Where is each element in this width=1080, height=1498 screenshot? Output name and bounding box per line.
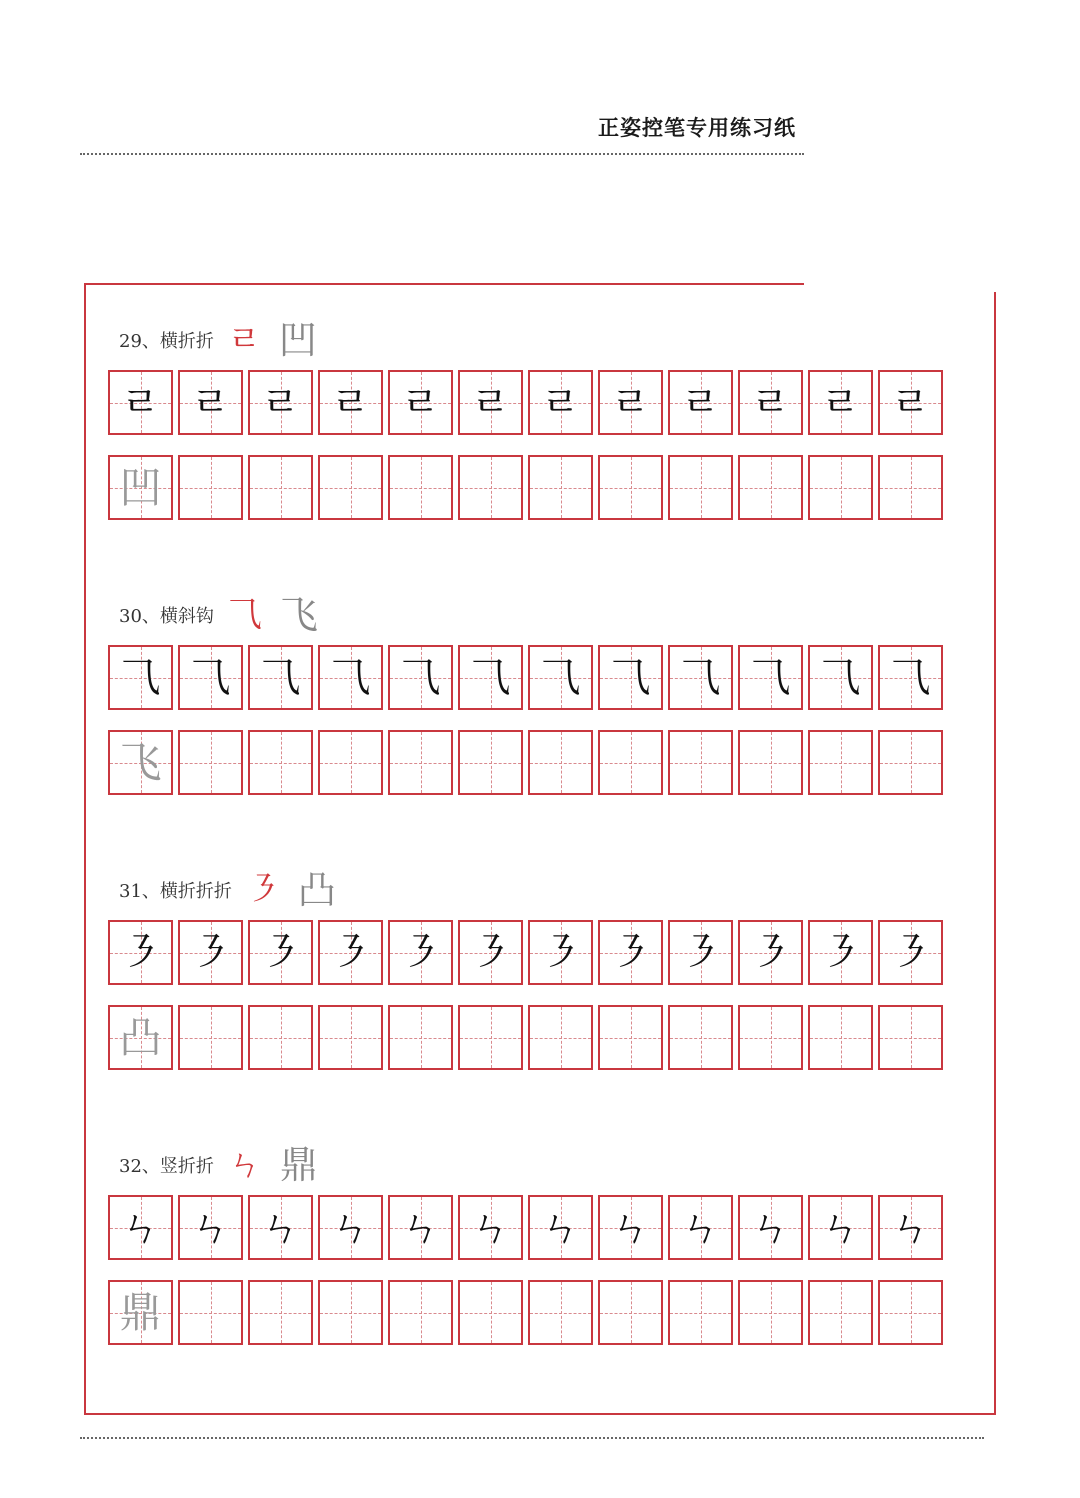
tian-grid-cell[interactable] bbox=[808, 730, 873, 795]
tian-grid-cell[interactable] bbox=[108, 1005, 173, 1070]
tian-grid-cell[interactable] bbox=[668, 1005, 733, 1070]
tian-grid-cell[interactable] bbox=[318, 370, 383, 435]
tian-grid-cell[interactable] bbox=[528, 1280, 593, 1345]
frame-border-right bbox=[994, 292, 996, 1414]
practice-stroke-glyph: ㄣ bbox=[330, 1204, 371, 1251]
stroke-practice-row bbox=[108, 645, 943, 710]
tian-grid-cell[interactable] bbox=[108, 645, 173, 710]
tian-grid-cell[interactable] bbox=[808, 455, 873, 520]
practice-stroke-glyph: ㄣ bbox=[890, 1204, 931, 1251]
model-character-glyph: 凸 bbox=[119, 1012, 162, 1062]
practice-stroke-glyph: ㄣ bbox=[540, 1204, 581, 1251]
tian-grid-cell[interactable] bbox=[878, 455, 943, 520]
practice-stroke-glyph: ⺄ bbox=[400, 654, 441, 701]
tian-grid-cell[interactable] bbox=[388, 1195, 453, 1260]
stroke-practice-row bbox=[108, 370, 943, 435]
tian-grid-cell[interactable] bbox=[528, 370, 593, 435]
tian-grid-cell[interactable] bbox=[668, 1195, 733, 1260]
tian-grid-cell[interactable] bbox=[318, 730, 383, 795]
practice-stroke-glyph: ㄹ bbox=[751, 379, 790, 426]
tian-grid-cell[interactable] bbox=[178, 1195, 243, 1260]
tian-grid-cell[interactable] bbox=[598, 1195, 663, 1260]
tian-grid-cell[interactable] bbox=[598, 1280, 663, 1345]
tian-grid-cell[interactable] bbox=[528, 730, 593, 795]
practice-stroke-glyph: ㇋ bbox=[190, 929, 231, 976]
practice-stroke-glyph: ㄹ bbox=[821, 379, 860, 426]
tian-grid-cell[interactable] bbox=[178, 645, 243, 710]
practice-stroke-glyph: ㇋ bbox=[330, 929, 371, 976]
practice-stroke-glyph: ⺄ bbox=[330, 654, 371, 701]
practice-stroke-glyph: ⺄ bbox=[750, 654, 791, 701]
tian-grid-cell[interactable] bbox=[598, 645, 663, 710]
stroke-sample: ⺄ bbox=[227, 595, 262, 635]
practice-section bbox=[108, 595, 974, 825]
practice-stroke-glyph: ㄣ bbox=[190, 1204, 231, 1251]
practice-stroke-glyph: ㄣ bbox=[750, 1204, 791, 1251]
frame-border-left bbox=[84, 283, 86, 1414]
tian-grid-cell[interactable] bbox=[318, 1195, 383, 1260]
practice-stroke-glyph: ㄣ bbox=[400, 1204, 441, 1251]
tian-grid-cell[interactable] bbox=[598, 370, 663, 435]
tian-grid-cell[interactable] bbox=[808, 1195, 873, 1260]
tian-grid-cell[interactable] bbox=[808, 370, 873, 435]
tian-grid-cell[interactable] bbox=[388, 730, 453, 795]
tian-grid-cell[interactable] bbox=[458, 920, 523, 985]
model-character-glyph: 飞 bbox=[119, 737, 162, 787]
practice-stroke-glyph: ㄹ bbox=[331, 379, 370, 426]
tian-grid-cell[interactable] bbox=[878, 1195, 943, 1260]
tian-grid-cell[interactable] bbox=[318, 645, 383, 710]
character-practice-row bbox=[108, 455, 943, 520]
tian-grid-cell[interactable] bbox=[388, 645, 453, 710]
example-character: 凹 bbox=[278, 318, 317, 362]
tian-grid-cell[interactable] bbox=[878, 645, 943, 710]
tian-grid-cell[interactable] bbox=[598, 1005, 663, 1070]
tian-grid-cell[interactable] bbox=[528, 1195, 593, 1260]
stroke-sample: ㄣ bbox=[227, 1145, 262, 1185]
example-character: 鼎 bbox=[279, 1143, 318, 1187]
tian-grid-cell[interactable] bbox=[668, 645, 733, 710]
practice-section bbox=[108, 320, 974, 550]
tian-grid-cell[interactable] bbox=[738, 730, 803, 795]
section-heading bbox=[119, 1145, 318, 1185]
model-character-glyph: 凹 bbox=[119, 462, 162, 512]
tian-grid-cell[interactable] bbox=[738, 920, 803, 985]
practice-stroke-glyph: ⺄ bbox=[540, 654, 581, 701]
tian-grid-cell[interactable] bbox=[528, 455, 593, 520]
practice-stroke-glyph: ⺄ bbox=[190, 654, 231, 701]
practice-stroke-glyph: ㄣ bbox=[470, 1204, 511, 1251]
tian-grid-cell[interactable] bbox=[318, 920, 383, 985]
tian-grid-cell[interactable] bbox=[878, 1280, 943, 1345]
section-heading bbox=[119, 320, 317, 360]
tian-grid-cell[interactable] bbox=[108, 1195, 173, 1260]
character-practice-row bbox=[108, 730, 943, 795]
tian-grid-cell[interactable] bbox=[528, 920, 593, 985]
tian-grid-cell[interactable] bbox=[808, 1005, 873, 1070]
tian-grid-cell[interactable] bbox=[458, 1005, 523, 1070]
tian-grid-cell[interactable] bbox=[178, 1280, 243, 1345]
stroke-sample: ㄹ bbox=[227, 320, 261, 360]
page-header-title: 正姿控笔专用练习纸 bbox=[598, 115, 796, 140]
tian-grid-cell[interactable] bbox=[668, 1280, 733, 1345]
tian-grid-cell[interactable] bbox=[808, 920, 873, 985]
tian-grid-cell[interactable] bbox=[388, 455, 453, 520]
frame-border-top bbox=[84, 283, 804, 285]
tian-grid-cell[interactable] bbox=[598, 455, 663, 520]
practice-stroke-glyph: ㇋ bbox=[470, 929, 511, 976]
practice-stroke-glyph: ㇋ bbox=[750, 929, 791, 976]
tian-grid-cell[interactable] bbox=[808, 645, 873, 710]
section-label: 32、竖折折 bbox=[119, 1156, 214, 1177]
tian-grid-cell[interactable] bbox=[248, 370, 313, 435]
practice-stroke-glyph: ⺄ bbox=[610, 654, 651, 701]
tian-grid-cell[interactable] bbox=[388, 1280, 453, 1345]
tian-grid-cell[interactable] bbox=[458, 645, 523, 710]
tian-grid-cell[interactable] bbox=[458, 455, 523, 520]
practice-stroke-glyph: ㄣ bbox=[820, 1204, 861, 1251]
practice-stroke-glyph: ㄣ bbox=[260, 1204, 301, 1251]
header-divider bbox=[80, 153, 804, 155]
frame-border-bottom bbox=[84, 1413, 996, 1415]
tian-grid-cell[interactable] bbox=[178, 455, 243, 520]
tian-grid-cell[interactable] bbox=[178, 730, 243, 795]
tian-grid-cell[interactable] bbox=[458, 370, 523, 435]
tian-grid-cell[interactable] bbox=[178, 920, 243, 985]
stroke-sample: ㇋ bbox=[245, 870, 280, 910]
tian-grid-cell[interactable] bbox=[738, 1005, 803, 1070]
practice-stroke-glyph: ㇋ bbox=[260, 929, 301, 976]
example-character: 飞 bbox=[279, 593, 318, 637]
tian-grid-cell[interactable] bbox=[528, 1005, 593, 1070]
practice-stroke-glyph: ㄹ bbox=[891, 379, 930, 426]
tian-grid-cell[interactable] bbox=[108, 370, 173, 435]
practice-stroke-glyph: ⺄ bbox=[260, 654, 301, 701]
practice-section bbox=[108, 870, 974, 1100]
tian-grid-cell[interactable] bbox=[178, 370, 243, 435]
practice-stroke-glyph: ㄹ bbox=[541, 379, 580, 426]
tian-grid-cell[interactable] bbox=[178, 1005, 243, 1070]
practice-stroke-glyph: ㇋ bbox=[540, 929, 581, 976]
practice-stroke-glyph: ⺄ bbox=[120, 654, 161, 701]
practice-stroke-glyph: ⺄ bbox=[890, 654, 931, 701]
practice-stroke-glyph: ㄹ bbox=[191, 379, 230, 426]
tian-grid-cell[interactable] bbox=[248, 645, 313, 710]
section-heading bbox=[119, 595, 318, 635]
stroke-practice-row bbox=[108, 1195, 943, 1260]
tian-grid-cell[interactable] bbox=[108, 920, 173, 985]
tian-grid-cell[interactable] bbox=[878, 730, 943, 795]
practice-stroke-glyph: ㇋ bbox=[400, 929, 441, 976]
tian-grid-cell[interactable] bbox=[668, 455, 733, 520]
practice-stroke-glyph: ㇋ bbox=[610, 929, 651, 976]
tian-grid-cell[interactable] bbox=[668, 370, 733, 435]
footer-divider bbox=[80, 1437, 984, 1439]
section-label: 31、横折折折 bbox=[119, 881, 232, 902]
practice-stroke-glyph: ㄹ bbox=[121, 379, 160, 426]
tian-grid-cell[interactable] bbox=[738, 1280, 803, 1345]
practice-stroke-glyph: ㄣ bbox=[610, 1204, 651, 1251]
practice-section bbox=[108, 1145, 974, 1375]
character-practice-row bbox=[108, 1005, 943, 1070]
section-label: 30、横斜钩 bbox=[119, 606, 214, 627]
tian-grid-cell[interactable] bbox=[878, 920, 943, 985]
practice-stroke-glyph: ㄣ bbox=[680, 1204, 721, 1251]
tian-grid-cell[interactable] bbox=[738, 1195, 803, 1260]
tian-grid-cell[interactable] bbox=[318, 1280, 383, 1345]
tian-grid-cell[interactable] bbox=[878, 370, 943, 435]
practice-stroke-glyph: ㄣ bbox=[120, 1204, 161, 1251]
tian-grid-cell[interactable] bbox=[458, 1195, 523, 1260]
tian-grid-cell[interactable] bbox=[878, 1005, 943, 1070]
tian-grid-cell[interactable] bbox=[388, 370, 453, 435]
practice-stroke-glyph: ㄹ bbox=[471, 379, 510, 426]
tian-grid-cell[interactable] bbox=[318, 455, 383, 520]
section-heading bbox=[119, 870, 336, 910]
tian-grid-cell[interactable] bbox=[598, 920, 663, 985]
practice-stroke-glyph: ㇋ bbox=[820, 929, 861, 976]
tian-grid-cell[interactable] bbox=[248, 920, 313, 985]
tian-grid-cell[interactable] bbox=[318, 1005, 383, 1070]
practice-stroke-glyph: ㇋ bbox=[120, 929, 161, 976]
practice-stroke-glyph: ㇋ bbox=[890, 929, 931, 976]
tian-grid-cell[interactable] bbox=[528, 645, 593, 710]
tian-grid-cell[interactable] bbox=[668, 920, 733, 985]
tian-grid-cell[interactable] bbox=[388, 1005, 453, 1070]
tian-grid-cell[interactable] bbox=[458, 730, 523, 795]
practice-stroke-glyph: ㄹ bbox=[681, 379, 720, 426]
tian-grid-cell[interactable] bbox=[738, 370, 803, 435]
tian-grid-cell[interactable] bbox=[248, 1005, 313, 1070]
section-label: 29、横折折 bbox=[119, 331, 214, 352]
practice-stroke-glyph: ㄹ bbox=[401, 379, 440, 426]
tian-grid-cell[interactable] bbox=[598, 730, 663, 795]
practice-stroke-glyph: ㇋ bbox=[680, 929, 721, 976]
tian-grid-cell[interactable] bbox=[248, 730, 313, 795]
practice-stroke-glyph: ㄹ bbox=[611, 379, 650, 426]
practice-stroke-glyph: ⺄ bbox=[680, 654, 721, 701]
tian-grid-cell[interactable] bbox=[108, 455, 173, 520]
tian-grid-cell[interactable] bbox=[738, 645, 803, 710]
practice-stroke-glyph: ㄹ bbox=[261, 379, 300, 426]
tian-grid-cell[interactable] bbox=[668, 730, 733, 795]
tian-grid-cell[interactable] bbox=[388, 920, 453, 985]
tian-grid-cell[interactable] bbox=[458, 1280, 523, 1345]
tian-grid-cell[interactable] bbox=[248, 455, 313, 520]
stroke-practice-row bbox=[108, 920, 943, 985]
tian-grid-cell[interactable] bbox=[808, 1280, 873, 1345]
example-character: 凸 bbox=[297, 868, 336, 912]
tian-grid-cell[interactable] bbox=[108, 1280, 173, 1345]
tian-grid-cell[interactable] bbox=[108, 730, 173, 795]
tian-grid-cell[interactable] bbox=[248, 1280, 313, 1345]
character-practice-row bbox=[108, 1280, 943, 1345]
practice-stroke-glyph: ⺄ bbox=[470, 654, 511, 701]
tian-grid-cell[interactable] bbox=[248, 1195, 313, 1260]
model-character-glyph: 鼎 bbox=[119, 1287, 162, 1337]
practice-stroke-glyph: ⺄ bbox=[820, 654, 861, 701]
tian-grid-cell[interactable] bbox=[738, 455, 803, 520]
